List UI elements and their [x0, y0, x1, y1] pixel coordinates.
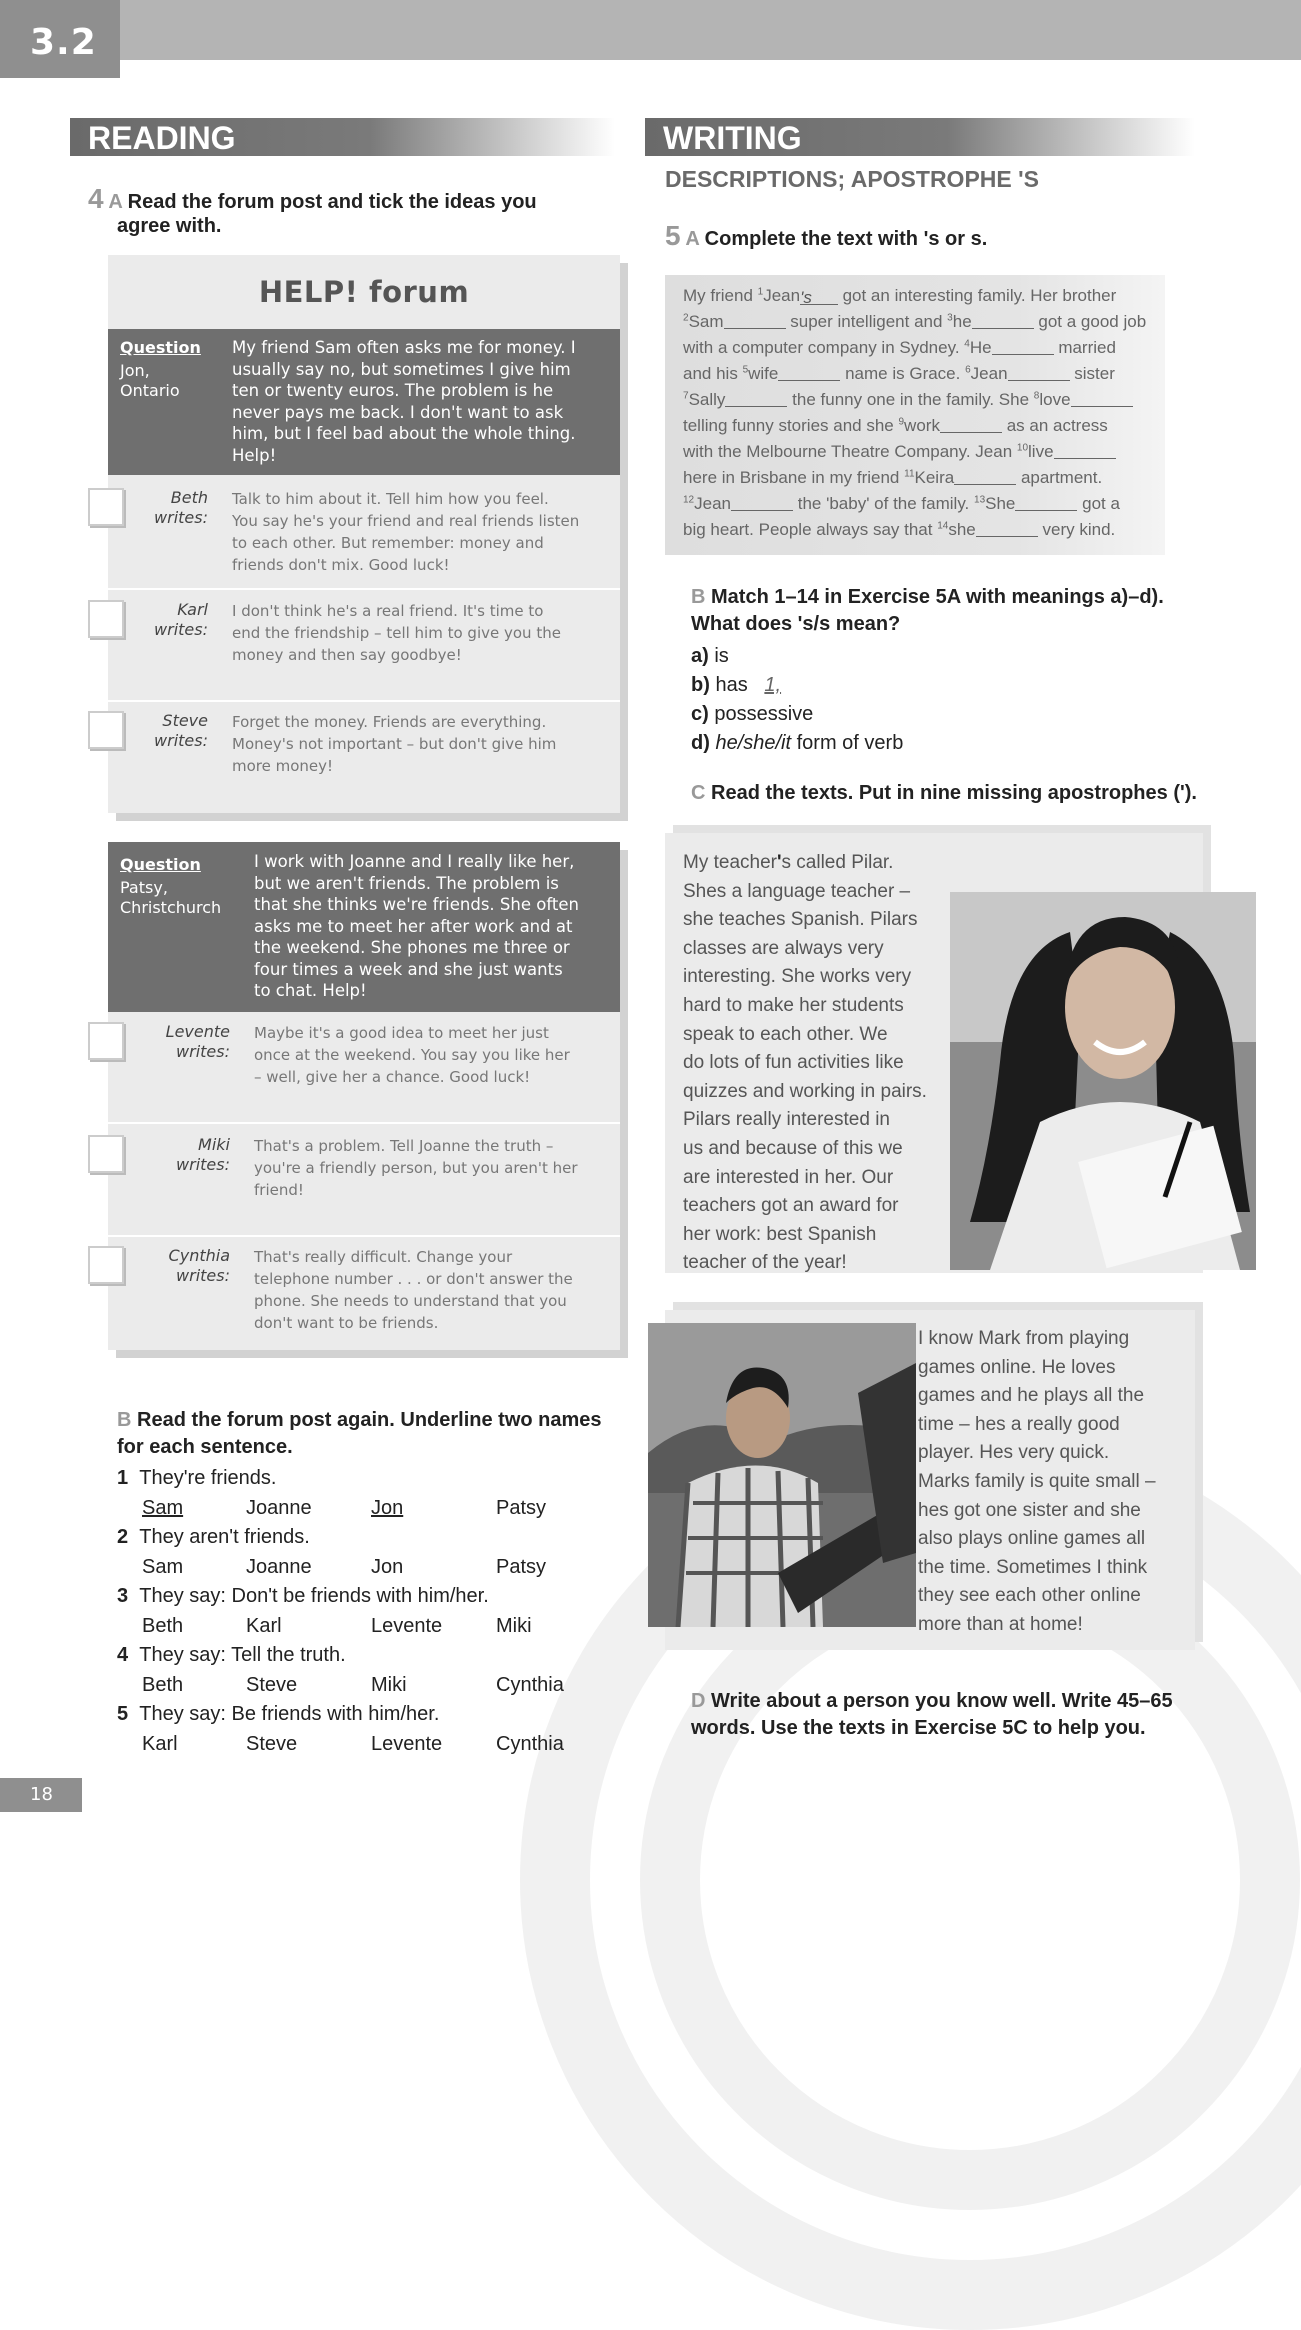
gap-number: 6: [965, 364, 971, 376]
exercise-number: 5: [665, 220, 681, 251]
option[interactable]: Steve: [246, 1733, 298, 1755]
reply-line: I don't think he's a real friend. It's time to: [232, 602, 544, 620]
option[interactable]: Levente: [371, 1615, 443, 1637]
reply-line: once at the weekend. You say you like her: [254, 1046, 570, 1064]
gap-blank[interactable]: [1071, 390, 1133, 407]
author-writes: writes:: [176, 1266, 230, 1285]
gap-blank[interactable]: [725, 390, 787, 407]
passage-word: work: [904, 416, 940, 435]
writing-heading: WRITING: [645, 118, 1195, 156]
passage-line: [683, 338, 1116, 358]
reply-author: [120, 1022, 230, 1062]
gap-number: 3: [947, 312, 953, 324]
meaning-suffix: form of verb: [796, 732, 904, 754]
passage-word: the 'baby' of the family.: [797, 494, 970, 513]
question-text: [254, 851, 579, 1002]
text-line: games and he plays all the: [918, 1385, 1145, 1407]
item-text: They're friends.: [139, 1467, 277, 1489]
gap-blank[interactable]: [1054, 442, 1116, 459]
passage-line: [683, 364, 1115, 384]
passage-line: [683, 286, 1116, 306]
question-line: My friend Sam often asks me for money. I: [232, 338, 576, 357]
exercise-5b-instruction-line2: What does 's/s mean?: [691, 613, 901, 635]
text-line: hes got one sister and she: [918, 1499, 1141, 1521]
option[interactable]: Miki: [496, 1615, 532, 1637]
passage-word: Jean: [763, 286, 801, 305]
meaning-item: [691, 703, 813, 726]
passage-line: [683, 520, 1115, 540]
tick-box-miki[interactable]: [88, 1135, 124, 1173]
reply-line: – well, give her a chance. Good luck!: [254, 1068, 531, 1086]
text-mark: [918, 1325, 1156, 1640]
text-line: her work: best Spanish: [683, 1223, 877, 1245]
divider: [108, 700, 620, 702]
reply-line: friends don't mix. Good luck!: [232, 556, 450, 574]
text-line: do lots of fun activities like: [683, 1052, 904, 1074]
meaning-key: a): [691, 645, 709, 667]
gap-blank[interactable]: [972, 312, 1034, 329]
meaning-answer[interactable]: 1,: [764, 674, 782, 696]
author-name: Beth: [170, 488, 208, 507]
tick-box-karl[interactable]: [88, 600, 124, 638]
author-name: Steve: [162, 711, 208, 730]
reply-line: don't want to be friends.: [254, 1314, 439, 1332]
item-text: They say: Be friends with him/her.: [139, 1703, 440, 1725]
tick-box-beth[interactable]: [88, 488, 124, 526]
text-line: us and because of this we: [683, 1137, 903, 1159]
meaning-item: [691, 674, 781, 697]
option[interactable]: Levente: [371, 1733, 443, 1755]
gap-number: 12: [683, 494, 695, 506]
passage-word: and his: [683, 364, 738, 383]
photo-boy-laptop: [648, 1323, 916, 1627]
question-line: asks me to meet her after work and at: [254, 916, 573, 936]
item-text: They say: Don't be friends with him/her.: [139, 1585, 489, 1607]
gap-number: 2: [683, 312, 689, 324]
exercise-number: 4: [88, 183, 104, 214]
question-location: [120, 878, 221, 918]
gap-number: 4: [964, 338, 970, 350]
item-number: 4: [117, 1644, 129, 1666]
author-writes: writes:: [154, 508, 208, 527]
text-line: interesting. She works very: [683, 966, 912, 988]
question-block-2: [108, 842, 620, 1012]
reply-line: Money's not important – but don't give him: [232, 735, 557, 753]
location-line: Jon,: [120, 361, 150, 380]
meaning-item: [691, 732, 903, 755]
option[interactable]: Miki: [371, 1674, 407, 1696]
exercise-5d-instruction-line2: words. Use the texts in Exercise 5C to help you.: [691, 1717, 1146, 1739]
divider: [108, 1122, 620, 1124]
gap-blank[interactable]: [778, 364, 840, 381]
gap-blank[interactable]: [940, 416, 1002, 433]
gap-blank[interactable]: [1008, 364, 1070, 381]
text-line: more than at home!: [918, 1613, 1083, 1635]
text-fragment: s called Pilar.: [781, 852, 894, 873]
option-underlined[interactable]: Jon: [371, 1497, 404, 1519]
photo-girl-writing: [950, 892, 1256, 1270]
reply-line: friend!: [254, 1181, 304, 1199]
location-line: Patsy,: [120, 878, 168, 897]
passage-word: got a: [1082, 494, 1120, 513]
passage-word: Jean: [694, 494, 731, 513]
gap-number: 11: [904, 468, 915, 480]
text-line: Marks family is quite small –: [918, 1470, 1156, 1492]
tick-box-cynthia[interactable]: [88, 1246, 124, 1284]
passage-word: got a good job: [1038, 312, 1147, 331]
passage-word: with a computer company in Sydney.: [683, 338, 960, 357]
passage-word: she: [948, 520, 976, 539]
sentence-item: [117, 1467, 276, 1490]
sentence-item: [117, 1526, 310, 1549]
item-number: 3: [117, 1585, 129, 1607]
question-line: ten or twenty euros. The problem is he: [232, 381, 554, 400]
passage-word: telling funny stories and she: [683, 416, 894, 435]
gap-blank[interactable]: [1015, 494, 1077, 511]
question-location: [120, 361, 180, 401]
passage-line: [683, 312, 1146, 332]
option[interactable]: Joanne: [246, 1497, 312, 1519]
gap-blank[interactable]: [992, 338, 1054, 355]
text-line: teacher of the year!: [683, 1252, 847, 1274]
exercise-letter: A: [685, 228, 700, 250]
passage-word: Keira: [914, 468, 955, 487]
item-text: They aren't friends.: [139, 1526, 310, 1548]
option[interactable]: Joanne: [246, 1556, 312, 1578]
reply-text-steve: [232, 711, 556, 777]
passage-word: with the Melbourne Theatre Company. Jean: [683, 442, 1013, 461]
tick-box-levente[interactable]: [88, 1022, 124, 1060]
top-bar: [0, 0, 1301, 60]
gap-number: 7: [683, 390, 689, 402]
gap-blank[interactable]: [731, 494, 793, 511]
gap-number: 9: [898, 416, 905, 428]
text-line: Shes a language teacher –: [683, 880, 911, 902]
reply-line: That's a problem. Tell Joanne the truth –: [254, 1137, 554, 1155]
reply-line: Maybe it's a good idea to meet her just: [254, 1024, 549, 1042]
gap-blank[interactable]: [724, 312, 786, 329]
option[interactable]: Karl: [142, 1733, 178, 1755]
option[interactable]: Beth: [142, 1615, 184, 1637]
meaning-text: is: [714, 645, 729, 667]
passage-word: Sam: [688, 312, 724, 331]
reply-text-levente: [254, 1022, 570, 1088]
forum-title: HELP! forum: [258, 275, 470, 309]
passage-word: apartment.: [1020, 468, 1103, 487]
text-line: games online. He loves: [918, 1356, 1116, 1378]
text-line: hard to make her students: [683, 994, 904, 1016]
reply-line: phone. She needs to understand that you: [254, 1292, 567, 1310]
passage-word: married: [1058, 338, 1116, 357]
exercise-5b-instruction: [691, 584, 1164, 611]
passage-word: as an actress: [1006, 416, 1108, 435]
sentence-item: [117, 1703, 439, 1726]
reply-line: telephone number . . . or don't answer the: [254, 1270, 573, 1288]
passage-word: Sally: [688, 390, 726, 409]
author-name: Levente: [165, 1022, 230, 1041]
writing-subheading: DESCRIPTIONS; APOSTROPHE 'S: [665, 166, 1039, 192]
author-writes: writes:: [176, 1155, 230, 1174]
question-block-1: [108, 329, 620, 475]
option[interactable]: Jon: [371, 1556, 404, 1578]
reply-line: end the friendship – tell him to give you the: [232, 624, 561, 642]
exercise-4b-instruction: [117, 1407, 602, 1434]
reply-line: Forget the money. Friends are everything.: [232, 713, 547, 731]
meaning-item: [691, 645, 729, 668]
meaning-text: he/she/it: [715, 732, 792, 754]
meaning-key: d): [691, 732, 710, 754]
exercise-letter: B: [691, 586, 706, 608]
option[interactable]: Steve: [246, 1674, 298, 1696]
meaning-key: c): [691, 703, 709, 725]
question-line: Help!: [232, 445, 277, 465]
passage-word: very kind.: [1042, 520, 1116, 539]
text-fragment: My teacher: [683, 852, 777, 873]
text-line: they see each other online: [918, 1585, 1141, 1607]
meaning-text: has: [715, 674, 748, 696]
text-line: teachers got an award for: [683, 1195, 899, 1217]
location-line: Ontario: [120, 381, 180, 400]
tick-box-steve[interactable]: [88, 711, 124, 749]
passage-word: here in Brisbane in my friend: [683, 468, 900, 487]
reply-line: That's really difficult. Change your: [254, 1248, 513, 1266]
passage-word: wife: [748, 364, 779, 383]
item-text: They say: Tell the truth.: [139, 1644, 346, 1666]
divider: [108, 1235, 620, 1237]
gap-number: 10: [1016, 442, 1029, 454]
apostrophe-mark: ': [776, 852, 782, 873]
divider: [108, 588, 620, 590]
option[interactable]: Sam: [142, 1556, 184, 1578]
reply-author: [120, 1135, 230, 1175]
passage-line: [683, 416, 1108, 436]
text-line: I know Mark from playing: [918, 1328, 1130, 1349]
reply-line: money and then say goodbye!: [232, 646, 462, 664]
passage-line: [683, 442, 1116, 462]
question-text: [232, 337, 576, 466]
reply-line: more money!: [232, 757, 334, 775]
reply-text-beth: [232, 488, 579, 576]
passage-word: he: [952, 312, 972, 331]
question-line: never pays me back. I don't want to ask: [232, 402, 564, 422]
passage-word: name is Grace.: [845, 364, 961, 383]
gap-number: 8: [1033, 390, 1040, 402]
gap-number: 13: [974, 494, 986, 506]
gap-number: 5: [742, 364, 749, 376]
reply-text-cynthia: [254, 1246, 573, 1334]
passage-word: live: [1028, 442, 1054, 461]
passage-word: My friend: [683, 286, 753, 305]
author-writes: writes:: [154, 731, 208, 750]
reply-text-karl: [232, 600, 561, 666]
author-name: Cynthia: [168, 1246, 230, 1265]
reply-author: [120, 711, 208, 751]
page-number: 18: [0, 1778, 82, 1812]
question-line: that she thinks we're friends. She often: [254, 895, 579, 914]
text-line: time – hes a really good: [918, 1413, 1120, 1435]
text-line: classes are always very: [683, 937, 884, 959]
question-line: four times a week and she just wants: [254, 959, 563, 979]
exercise-letter: B: [117, 1409, 132, 1431]
text-line: player. Hes very quick.: [918, 1442, 1110, 1464]
exercise-5c-instruction: [691, 780, 1197, 807]
option[interactable]: Beth: [142, 1674, 184, 1696]
exercise-4a-instruction: [88, 185, 537, 216]
question-label: Question: [120, 855, 201, 874]
question-line: I work with Joanne and I really like her,: [254, 852, 575, 871]
reply-line: you're a friendly person, but you aren't her: [254, 1159, 578, 1177]
reply-line: Talk to him about it. Tell him how you feel.: [232, 490, 549, 508]
reading-heading: READING: [70, 118, 615, 156]
sentence-item: [117, 1644, 346, 1667]
gap-number: 14: [937, 520, 949, 532]
text-line: [683, 849, 927, 878]
passage-word: the funny one in the family. She: [792, 390, 1030, 409]
passage-word: She: [985, 494, 1016, 513]
exercise-5a-instruction: [665, 222, 987, 253]
instruction-text: Read the forum post and tick the ideas you: [127, 191, 537, 213]
item-number: 5: [117, 1703, 129, 1725]
text-line: quizzes and working in pairs.: [683, 1080, 927, 1102]
option[interactable]: Karl: [246, 1615, 282, 1637]
passage-line: [683, 468, 1102, 488]
author-writes: writes:: [176, 1042, 230, 1061]
instruction-text: Complete the text with 's or s.: [704, 228, 988, 250]
meaning-text: possessive: [714, 703, 814, 725]
gap-number: 1: [757, 286, 764, 298]
unit-number: 3.2: [0, 0, 120, 78]
passage-word: love: [1039, 390, 1071, 409]
text-line: Pilars really interested in: [683, 1109, 890, 1131]
location-line: Christchurch: [120, 898, 222, 917]
item-number: 1: [117, 1467, 129, 1489]
reply-line: You say he's your friend and real friends listen: [232, 512, 580, 530]
gap-answer[interactable]: 's: [800, 288, 838, 305]
reply-author: [120, 600, 208, 640]
question-line: usually say no, but sometimes I give him: [232, 359, 571, 379]
reply-author: [120, 488, 208, 528]
option[interactable]: Patsy: [496, 1556, 547, 1578]
passage-word: big heart. People always say that: [683, 520, 933, 539]
passage-word: Jean: [970, 364, 1008, 383]
passage-word: sister: [1074, 364, 1115, 383]
text-line: also plays online games all: [918, 1528, 1146, 1550]
sentence-item: [117, 1585, 489, 1608]
option[interactable]: Cynthia: [496, 1674, 564, 1696]
option[interactable]: Patsy: [496, 1497, 547, 1519]
instruction-text: Read the texts. Put in nine missing apostrophes (').: [711, 782, 1197, 804]
text-line: are interested in her. Our: [683, 1166, 894, 1188]
passage-word: super intelligent and: [790, 312, 943, 331]
instruction-text: Read the forum post again. Underline two names: [137, 1409, 602, 1431]
item-number: 2: [117, 1526, 129, 1548]
passage-line: [683, 390, 1133, 410]
passage-word: He: [969, 338, 992, 357]
exercise-4a-instruction-line2: agree with.: [117, 215, 222, 237]
question-label: Question: [120, 338, 201, 357]
author-name: Miki: [198, 1135, 230, 1154]
exercise-letter: C: [691, 782, 706, 804]
gap-blank[interactable]: [976, 520, 1038, 537]
text-line: the time. Sometimes I think: [918, 1556, 1148, 1578]
question-line: the weekend. She phones me three or: [254, 938, 570, 957]
passage-line: [683, 494, 1120, 514]
option[interactable]: Cynthia: [496, 1733, 564, 1755]
exercise-letter: A: [108, 191, 123, 213]
author-writes: writes:: [154, 620, 208, 639]
text-line: speak to each other. We: [683, 1023, 888, 1045]
option-underlined[interactable]: Sam: [142, 1497, 184, 1519]
reply-author: [120, 1246, 230, 1286]
text-line: she teaches Spanish. Pilars: [683, 909, 918, 931]
author-name: Karl: [177, 600, 208, 619]
passage-word: got an interesting family. Her brother: [842, 286, 1117, 305]
instruction-text: Write about a person you know well. Write 45–65: [711, 1690, 1173, 1712]
exercise-letter: D: [691, 1690, 706, 1712]
reply-text-miki: [254, 1135, 578, 1201]
reply-line: to each other. But remember: money and: [232, 534, 544, 552]
question-line: to chat. Help!: [254, 981, 367, 1000]
instruction-text: Match 1–14 in Exercise 5A with meanings a)–d).: [711, 586, 1164, 608]
question-line: but we aren't friends. The problem is: [254, 873, 559, 893]
gap-blank[interactable]: [954, 468, 1016, 485]
question-line: him, but I feel bad about the whole thing.: [232, 424, 576, 443]
exercise-4b-instruction-line2: for each sentence.: [117, 1436, 293, 1458]
exercise-5d-instruction: [691, 1688, 1173, 1715]
meaning-key: b): [691, 674, 710, 696]
text-pilar: [683, 849, 927, 1278]
